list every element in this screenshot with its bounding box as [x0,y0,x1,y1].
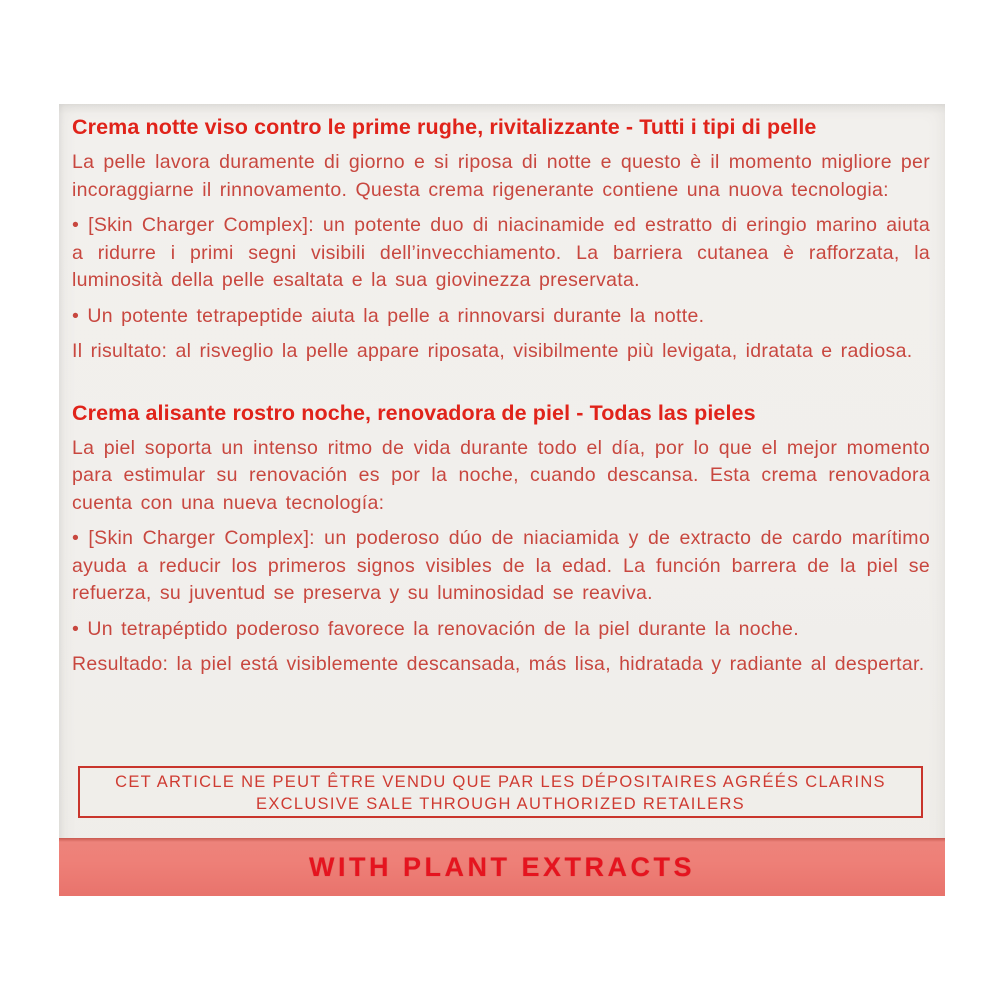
spanish-paragraph-intro: La piel soporta un intenso ritmo de vida durante todo el día, por lo que el mejor momento para estimular su renovación es por la noche, cuando descansa. Esta crema renovadora cuenta con una nueva tecnología: [72,436,930,514]
italian-heading: Crema notte viso contro le prime rughe, rivitalizzante - Tutti i tipi di pelle [72,115,817,139]
section-spanish [72,400,930,679]
spanish-bullet-skin-charger: • [Skin Charger Complex]: un poderoso dúo de niaciamida y de extracto de cardo marítimo ayuda a reducir los primeros signos visibles de la edad. La función barrera de la piel se refuerza, su juventud se preserva y su luminosidad se reaviva. [72,527,930,604]
spanish-bullet-tetrapeptide: • Un tetrapéptido poderoso favorece la renovación de la piel durante la noche. [72,617,799,640]
spanish-paragraph-result: Resultado: la piel está visiblemente descansada, más lisa, hidratada y radiante al despertar. [72,653,925,675]
carton-back-panel [59,104,945,896]
plant-extracts-band [59,838,945,896]
italian-bullet-skin-charger: • [Skin Charger Complex]: un potente duo di niacinamide ed estratto di eringio marino aiuta a ridurre i primi segni visibili dell’invecchiamento. La barriera cutanea è rafforzata, la luminosità della pelle esaltata e la sua giovinezza preservata. [72,214,930,291]
retailer-notice-box [78,766,923,818]
section-italian [72,114,930,366]
italian-bullet-tetrapeptide: • Un potente tetrapeptide aiuta la pelle a rinnovarsi durante la notte. [72,304,705,327]
plant-extracts-label: WITH PLANT EXTRACTS [309,851,695,882]
spanish-heading: Crema alisante rostro noche, renovadora de piel - Todas las pieles [72,400,756,425]
label-copy [72,114,930,679]
italian-paragraph-result: Il risultato: al risveglio la pelle appare riposata, visibilmente più levigata, idratata e radiosa. [72,340,913,362]
retailer-notice-line-french: CET ARTICLE NE PEUT ÊTRE VENDU QUE PAR LES DÉPOSITAIRES AGRÉÉS CLARINS [115,773,886,791]
retailer-notice-line-english: EXCLUSIVE SALE THROUGH AUTHORIZED RETAILERS [256,794,745,813]
italian-paragraph-intro: La pelle lavora duramente di giorno e si riposa di notte e questo è il momento migliore per incoraggiarne il rinnovamento. Questa crema rigenerante contiene una nuova tecnologia: [72,151,930,201]
